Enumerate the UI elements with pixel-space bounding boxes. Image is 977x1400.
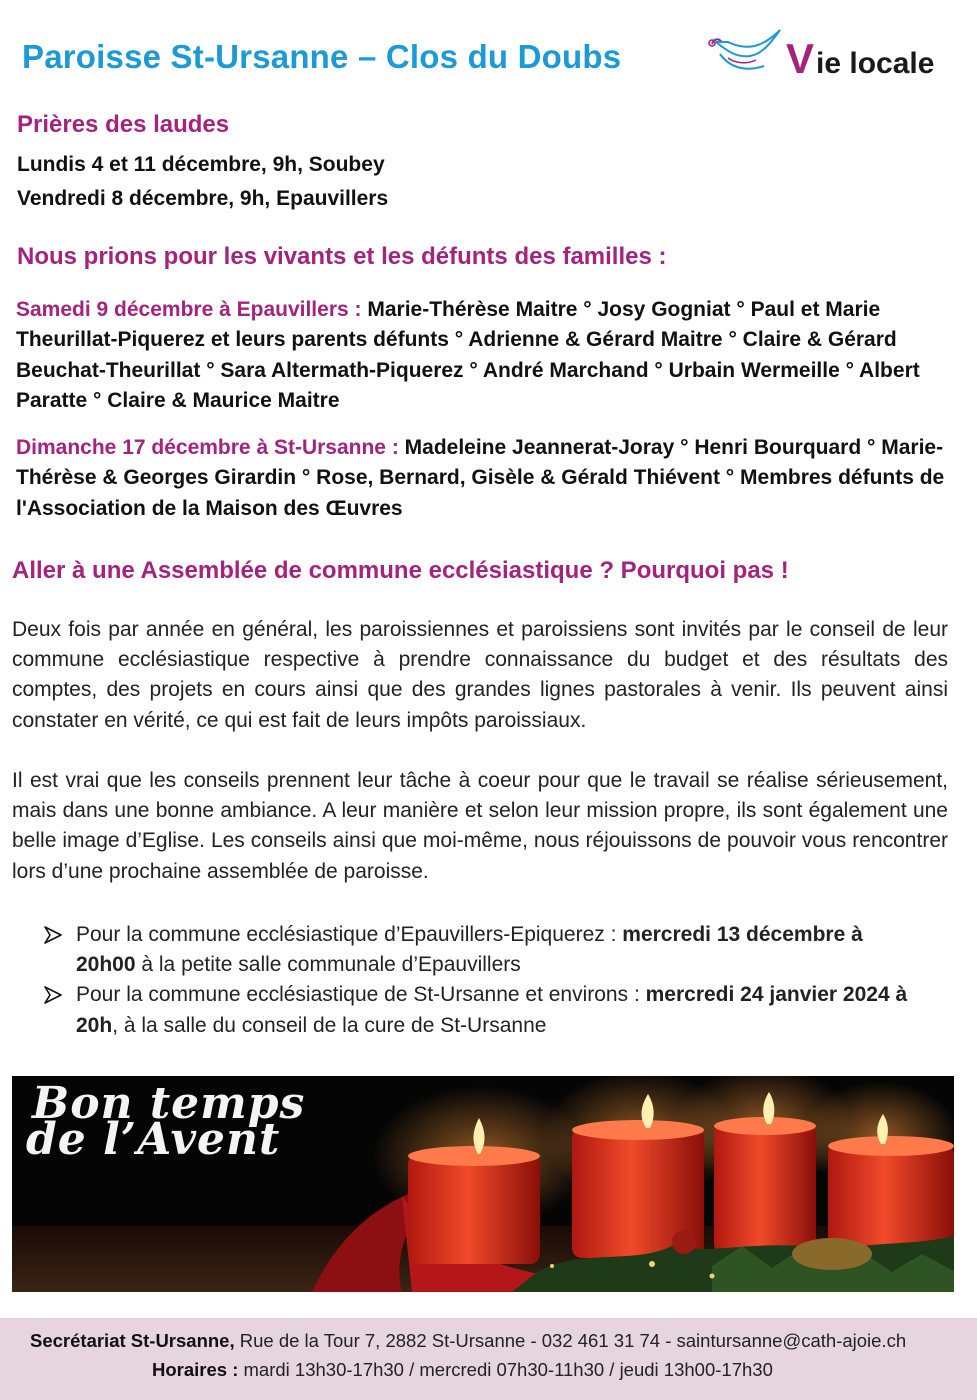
meeting-text: Pour la commune ecclésiastique de St-Ursanne et environs :	[76, 983, 646, 1007]
list-item	[44, 980, 924, 1040]
dimanche-names: Madeleine Jeannerat-Joray ° Henri Bourquard ° Marie-Thérèse & Georges Girardin ° Rose, Bernard, Gisèle & Gérald Thiévent ° Membres défunts de l'Association de la Maison des Œuvres	[16, 436, 945, 520]
prayers-heading: Nous prions pour les vivants et les défunts des familles :	[17, 243, 667, 270]
meeting-date: mercredi 13 décembre à 20h00	[76, 923, 863, 977]
arrowhead-bullet-icon	[44, 986, 62, 1004]
logo-letter-v: V	[786, 35, 815, 82]
banner-title-line2: de l’Avent	[26, 1114, 281, 1165]
meeting-place: à la petite salle communale d’Epauvillers	[135, 953, 521, 977]
meeting-place: , à la salle du conseil de la cure de St-Ursanne	[112, 1013, 547, 1037]
vie-locale-logo	[706, 24, 956, 84]
laudes-line: Lundis 4 et 11 décembre, 9h, Soubey	[17, 153, 385, 176]
dimanche-lead: Dimanche 17 décembre à St-Ursanne :	[16, 436, 399, 459]
hours-label: Horaires :	[152, 1359, 239, 1380]
dimanche-intentions	[16, 433, 956, 524]
banner-title-line1: Bon temps	[32, 1078, 306, 1129]
list-item	[44, 920, 924, 980]
advent-banner-image	[12, 1076, 954, 1292]
footer-contact	[0, 1318, 977, 1400]
samedi-lead: Samedi 9 décembre à Epauvillers :	[16, 298, 362, 321]
meeting-text: Pour la commune ecclésiastique d’Epauvillers-Epiquerez :	[76, 923, 623, 946]
assembly-heading: Aller à une Assemblée de commune ecclésiastique ? Pourquoi pas !	[12, 557, 789, 584]
meeting-list	[44, 920, 924, 1041]
secretariat-label: Secrétariat St-Ursanne,	[30, 1330, 235, 1351]
meeting-date: mercredi 24 janvier 2024 à 20h	[76, 983, 908, 1037]
laudes-line: Vendredi 8 décembre, 9h, Epauvillers	[17, 187, 389, 210]
logo-text: ie locale	[816, 47, 935, 80]
samedi-intentions	[16, 295, 956, 416]
footer-secretariat	[30, 1330, 906, 1352]
footer-hours	[152, 1359, 773, 1381]
laudes-heading: Prières des laudes	[17, 111, 230, 138]
samedi-names: Marie-Thérèse Maitre ° Josy Gogniat ° Paul et Marie Theurillat-Piquerez et leurs parents défunts ° Adrienne & Gérard Maitre ° Claire & Gérard Beuchat-Theurillat ° Sara Altermath-Piquerez ° André Marchand ° Urbain Wermeille ° Albert Paratte ° Claire & Maurice Maitre	[16, 298, 920, 412]
page-title: Paroisse St-Ursanne – Clos du Doubs	[22, 38, 622, 75]
assembly-paragraph: Deux fois par année en général, les paroissiennes et paroissiens sont invités par le conseil de leur commune ecclésiastique respective à prendre connaissance du budget et des résultats des comptes, des projets en cours ainsi que des grandes lignes pastorales à venir. Ils peuvent ainsi constater en vérité, ce qui est fait de leurs impôts paroissiaux.	[12, 618, 948, 732]
arrowhead-bullet-icon	[44, 926, 62, 944]
assembly-paragraph: Il est vrai que les conseils prennent leur tâche à coeur pour que le travail se réalise sérieusement, mais dans une bonne ambiance. A leur manière et selon leur mission propre, ils sont également une belle image d’Eglise. Les conseils ainsi que moi-même, nous réjouissons de pouvoir vous rencontrer lors d’une prochaine assemblée de paroisse.	[12, 769, 948, 883]
secretariat-address: Rue de la Tour 7, 2882 St-Ursanne - 032 461 31 74 - saintursanne@cath-ajoie.ch	[234, 1330, 907, 1351]
hours-text: mardi 13h30-17h30 / mercredi 07h30-11h30 / jeudi 13h00-17h30	[238, 1359, 773, 1380]
